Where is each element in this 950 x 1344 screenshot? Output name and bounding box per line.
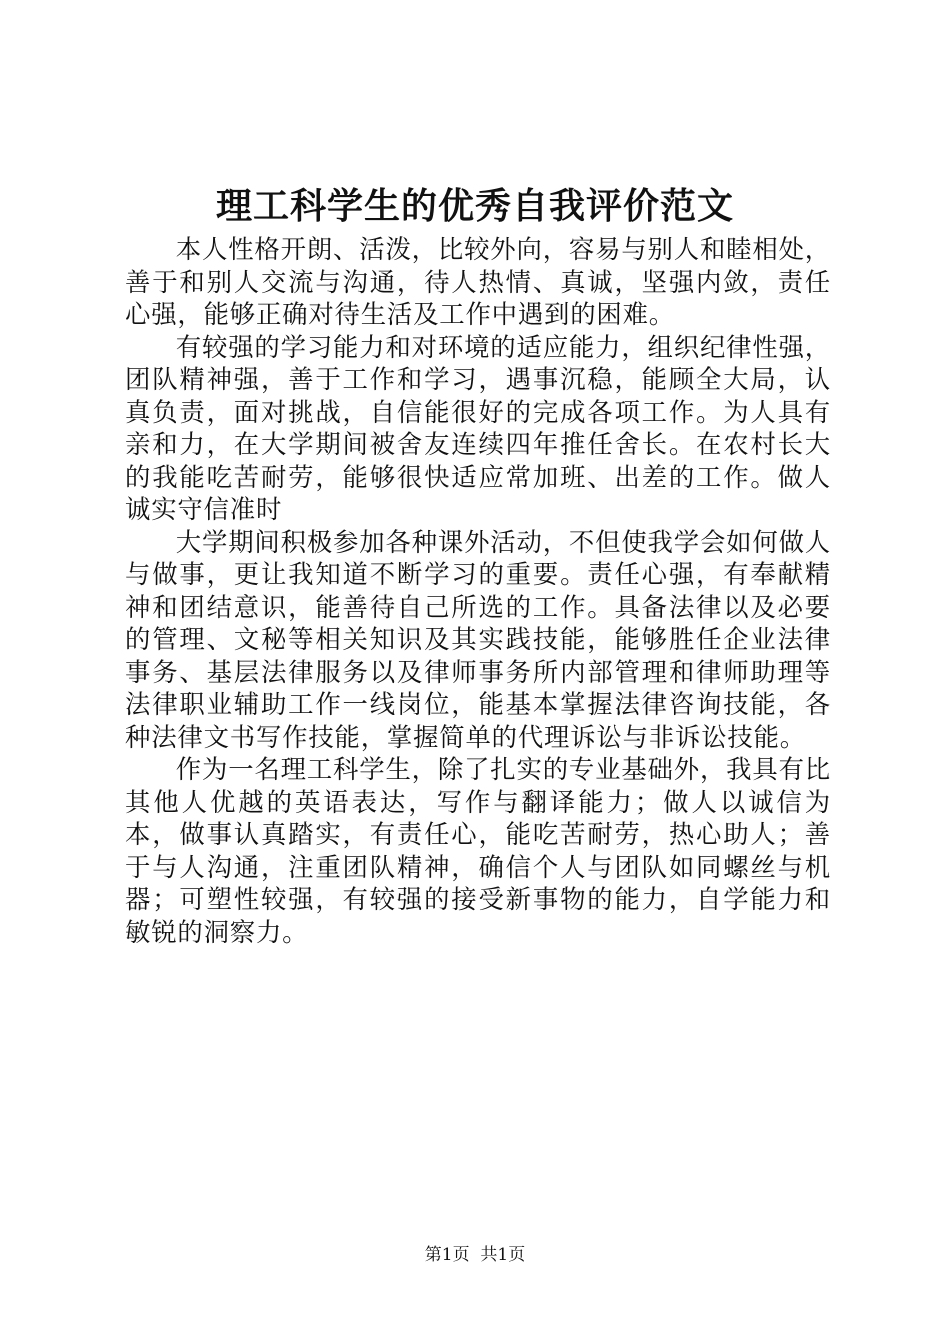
paragraph-4: 作为一名理工科学生，除了扎实的专业基础外，我具有比其他人优越的英语表达，写作与翻译能力；做人以诚信为本，做事认真踏实，有责任心，能吃苦耐劳，热心助人；善于与人沟通，注重团队精神，确信个人与团队如同螺丝与机器；可塑性较强，有较强的接受新事物的能力，自学能力和敏锐的洞察力。 xyxy=(125,754,831,947)
document-title: 理工科学生的优秀自我评价范文 xyxy=(215,185,734,227)
paragraph-3: 大学期间积极参加各种课外活动，不但使我学会如何做人与做事，更让我知道不断学习的重要。责任心强，有奉献精神和团结意识，能善待自己所选的工作。具备法律以及必要的管理、文秘等相关知识及其实践技能，能够胜任企业法律事务、基层法律服务以及律师事务所内部管理和律师助理等法律职业辅助工作一线岗位，能基本掌握法律咨询技能，各种法律文书写作技能，掌握简单的代理诉讼与非诉讼技能。 xyxy=(125,526,831,752)
document-body xyxy=(125,233,831,948)
paragraph-2: 有较强的学习能力和对环境的适应能力，组织纪律性强，团队精神强，善于工作和学习，遇事沉稳，能顾全大局，认真负责，面对挑战，自信能很好的完成各项工作。为人具有亲和力，在大学期间被舍友连续四年推任舍长。在农村长大的我能吃苦耐劳，能够很快适应常加班、出差的工作。做人诚实守信准时 xyxy=(125,331,831,524)
page-footer: 第1页 共1页 xyxy=(424,1245,526,1265)
paragraph-1: 本人性格开朗、活泼，比较外向，容易与别人和睦相处，善于和别人交流与沟通，待人热情、真诚，坚强内敛，责任心强，能够正确对待生活及工作中遇到的困难。 xyxy=(125,234,831,329)
